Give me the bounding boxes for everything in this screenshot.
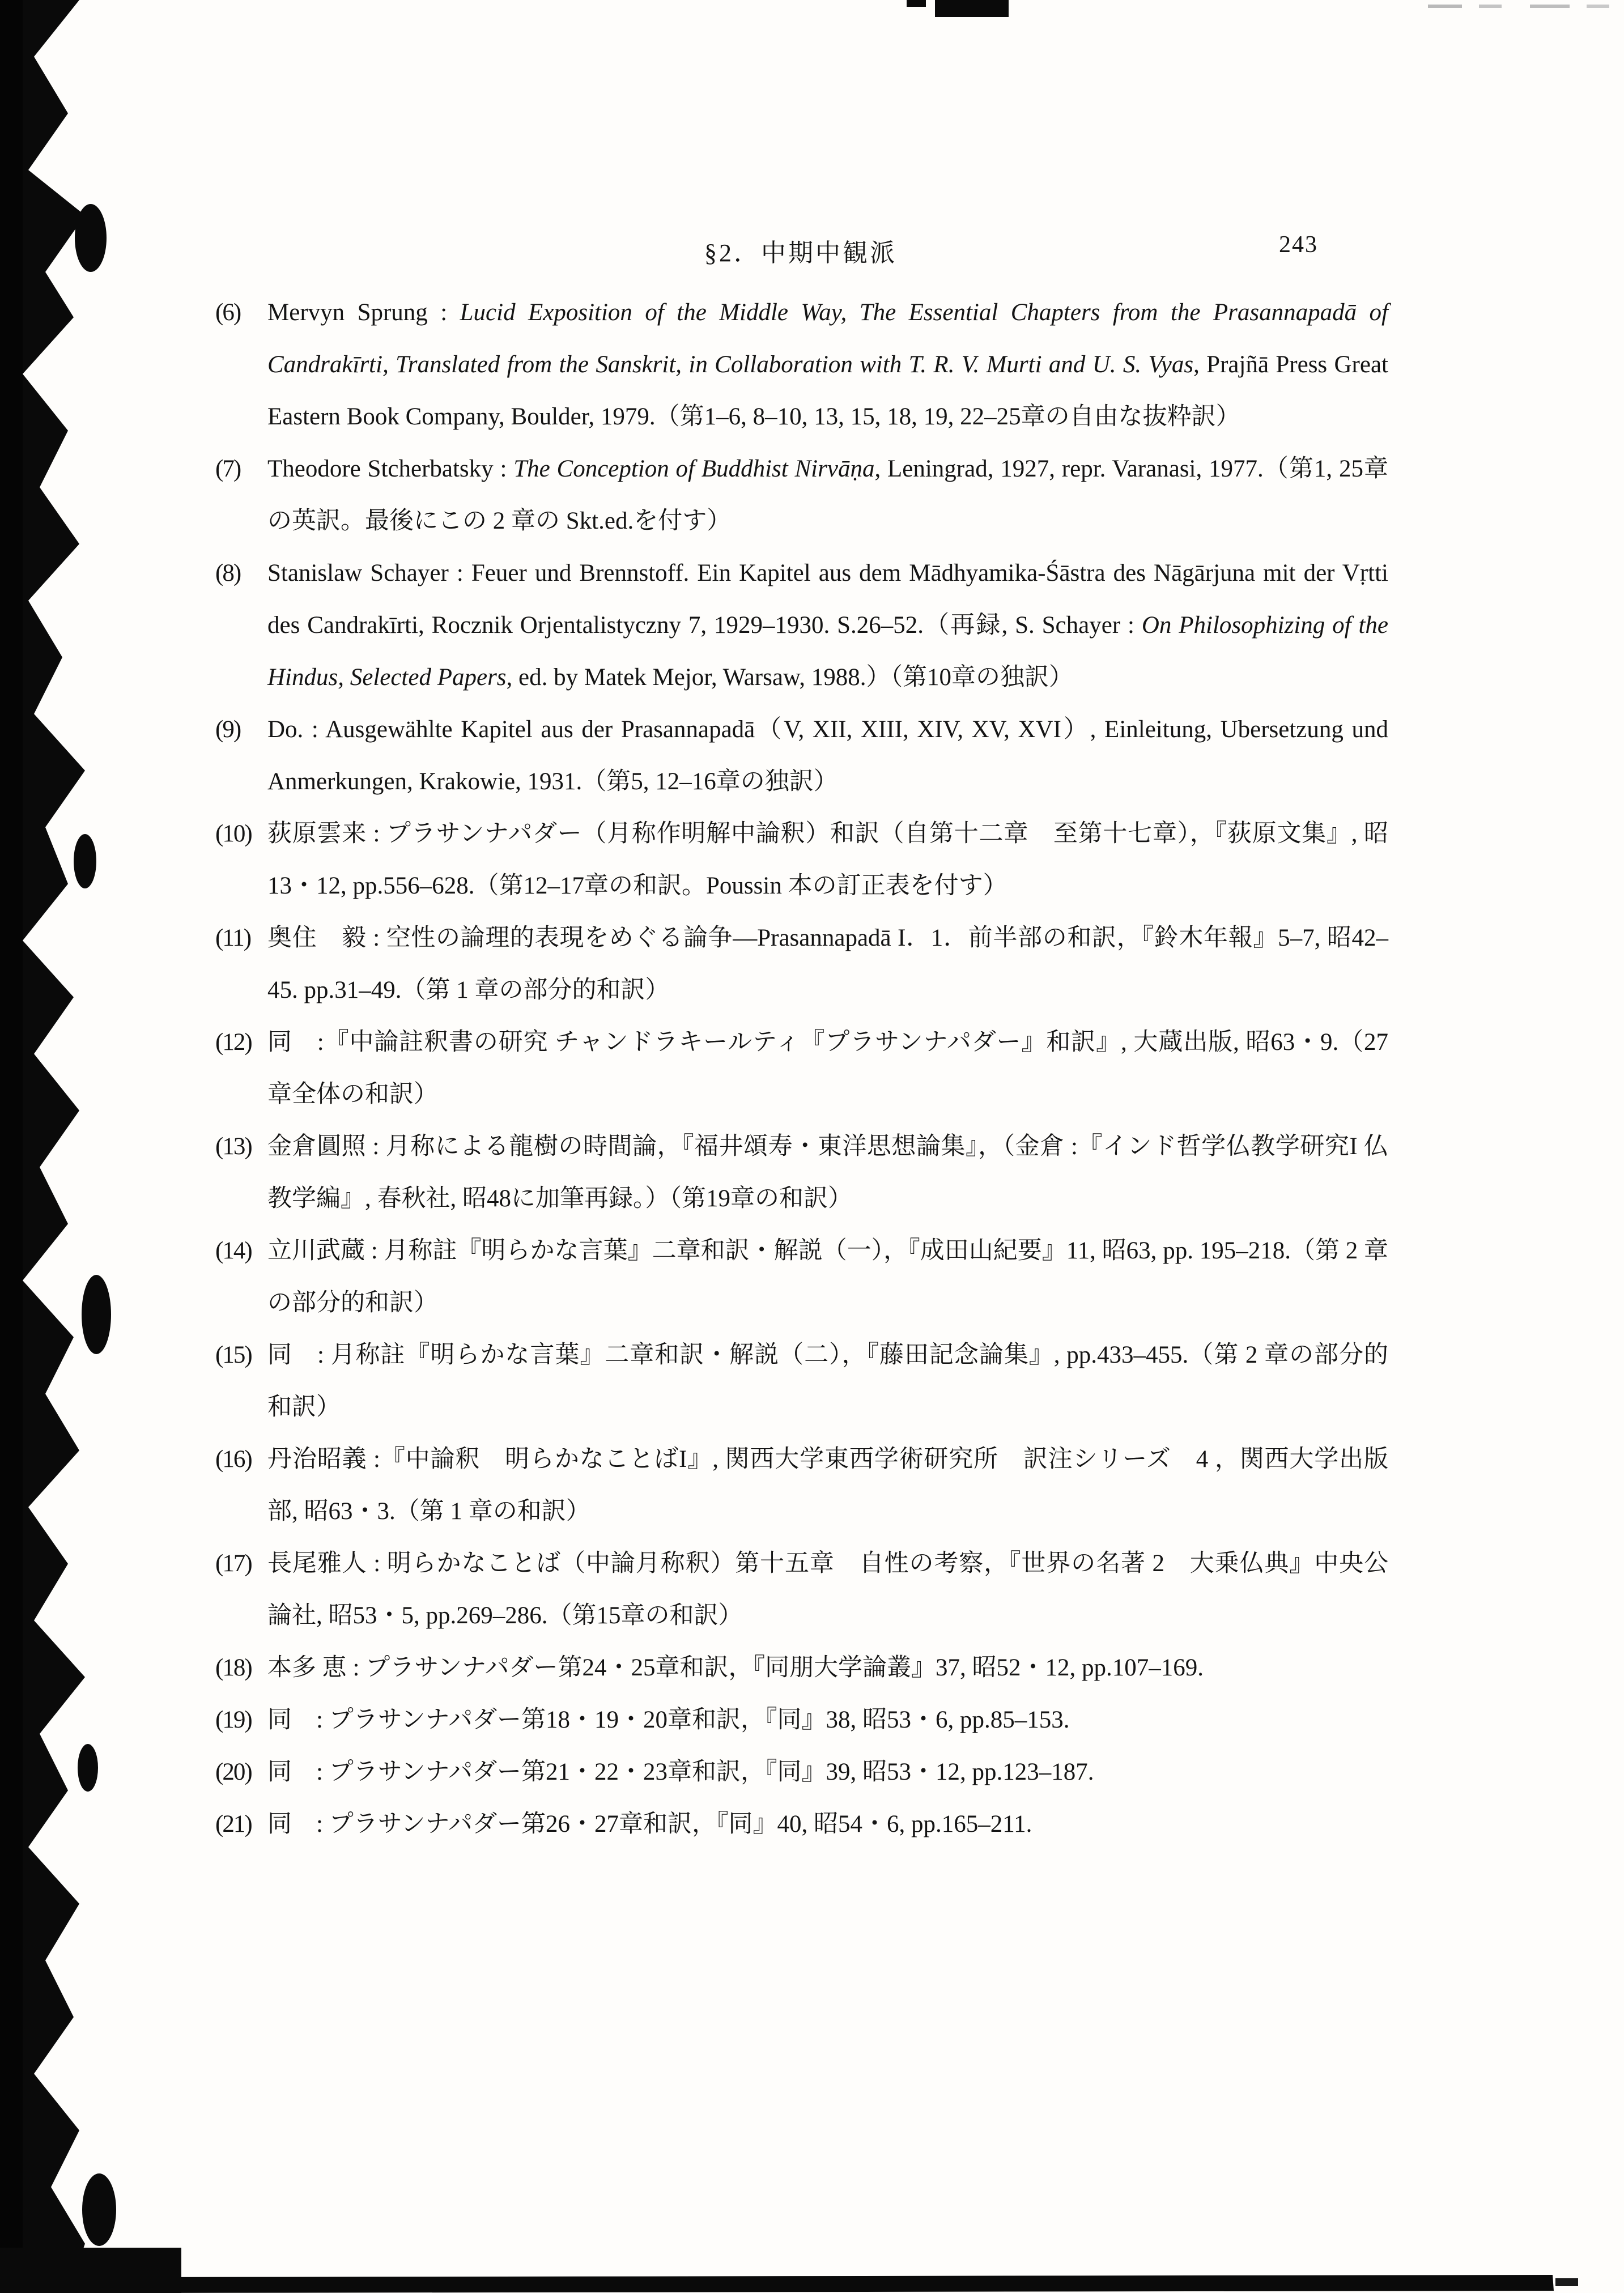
entry-text-segment: Mervyn Sprung :: [267, 299, 460, 326]
entry-text: [267, 1121, 1388, 1225]
bibliography-entry: [215, 1433, 1388, 1538]
entry-number: (20): [215, 1759, 252, 1785]
bibliography-entry: [215, 1329, 1388, 1433]
entry-text: [267, 808, 1388, 912]
entry-text: [267, 912, 1388, 1016]
page-header-row: [215, 228, 1386, 273]
entry-number: (19): [215, 1707, 252, 1733]
bibliography-entry: [215, 808, 1388, 912]
entry-text: [267, 1642, 1388, 1694]
entry-text-segment: 同 : プラサンナパダー第26・27章和訳，『同』40, 昭54・6, pp.165–211.: [267, 1811, 1032, 1837]
entry-text: [267, 287, 1388, 443]
entry-number: (6): [215, 299, 241, 326]
entry-text-segment: Do. : Ausgewählte Kapitel aus der Prasannapadā（V, XII, XIII, XIV, XV, XVI）, Einleitung, Ubersetzung und Anmerkungen, Krakowie, 1931.（第5, 12–16章の独訳）: [267, 716, 1388, 795]
entry-text-segment: Theodore Stcherbatsky :: [267, 456, 514, 482]
entry-number: (17): [215, 1550, 252, 1577]
entry-title-italic: The Conception of Buddhist Nirvāṇa: [513, 456, 875, 482]
entry-text-segment: , Prajñā Press Great Eastern Book Company, Boulder, 1979.（第1–6, 8–10, 13, 15, 18, 19, 22–25章の自由な抜粋訳）: [267, 351, 1388, 430]
entry-text-segment: 丹治昭義 :『中論釈 明らかなことばI』, 関西大学東西学術研究所 訳注シリーズ 4 ，関西大学出版部, 昭63・3.（第 1 章の和訳）: [267, 1446, 1388, 1525]
entry-text-segment: 長尾雅人 : 明らかなことば（中論月称釈）第十五章 自性の考察，『世界の名著 2 大乗仏典』中央公論社, 昭53・5, pp.269–286.（第15章の和訳）: [267, 1550, 1388, 1629]
entry-number: (8): [215, 560, 241, 586]
bibliography-entry: [215, 443, 1388, 547]
entry-number: (16): [215, 1446, 252, 1473]
entry-text: [267, 1016, 1388, 1121]
scan-artifact-left-band: [0, 0, 136, 2293]
section-header: §2．中期中観派: [704, 239, 897, 267]
entry-number: (7): [215, 456, 241, 482]
entry-text-segment: , Leningrad, 1927, repr. Varanasi, 1977.（第1, 25章の英訳。最後にこの 2 章の Skt.ed.を付す）: [267, 456, 1388, 534]
bibliography-entry: [215, 1016, 1388, 1121]
entry-title-italic: On Philosophizing of the Hindus, Selected Papers: [267, 612, 1388, 691]
entry-text-segment: 奥住 毅 : 空性の論理的表現をめぐる論争―Prasannapadā I．1．前半部の和訳，『鈴木年報』5–7, 昭42–45. pp.31–49.（第 1 章の部分的和訳）: [267, 925, 1388, 1003]
entry-number: (18): [215, 1654, 252, 1681]
entry-text-segment: 同 : 月称註『明らかな言葉』二章和訳・解説（二），『藤田記念論集』, pp.433–455.（第 2 章の部分的和訳）: [267, 1342, 1388, 1420]
bibliography-entry: [215, 1746, 1388, 1798]
bibliography-entry: [215, 547, 1388, 704]
entry-number: (9): [215, 716, 241, 743]
entry-number: (12): [215, 1029, 252, 1056]
entry-number: (13): [215, 1133, 252, 1160]
entry-text-segment: 同 :『中論註釈書の研究 チャンドラキールティ『プラサンナパダー』和訳』, 大蔵出版, 昭63・9.（27章全体の和訳）: [267, 1029, 1388, 1108]
page-number: 243: [1279, 232, 1318, 258]
entry-text: [267, 1746, 1388, 1798]
bibliography-entry: [215, 287, 1388, 443]
entry-text: [267, 547, 1388, 704]
entry-number: (21): [215, 1811, 252, 1837]
bibliography-entry: [215, 1121, 1388, 1225]
bibliography-entry: [215, 1642, 1388, 1694]
entry-text: [267, 1225, 1388, 1329]
entry-number: (15): [215, 1342, 252, 1368]
scan-artifact-top-marks: [0, 0, 1624, 34]
entry-text: [267, 1538, 1388, 1642]
scan-artifact-bottom-band: [0, 2236, 1624, 2293]
entry-number: (11): [215, 925, 251, 951]
entry-text: [267, 1329, 1388, 1433]
entry-text-segment: 本多 恵 : プラサンナパダー第24・25章和訳，『同朋大学論叢』37, 昭52・12, pp.107–169.: [267, 1654, 1204, 1681]
entry-text: [267, 1694, 1388, 1746]
entry-number: (14): [215, 1237, 252, 1264]
entry-text-segment: 金倉圓照 : 月称による龍樹の時間論，『福井頌寿・東洋思想論集』，（金倉 :『インド哲学仏教学研究I 仏教学編』, 春秋社, 昭48に加筆再録。）（第19章の和訳）: [267, 1133, 1388, 1212]
entry-text-segment: 立川武蔵 : 月称註『明らかな言葉』二章和訳・解説（一），『成田山紀要』11, 昭63, pp. 195–218.（第 2 章の部分的和訳）: [267, 1237, 1388, 1316]
bibliography-entry: [215, 1798, 1388, 1850]
entry-text: [267, 704, 1388, 808]
entry-text-segment: 同 : プラサンナパダー第21・22・23章和訳，『同』39, 昭53・12, pp.123–187.: [267, 1759, 1094, 1785]
entry-text-segment: 同 : プラサンナパダー第18・19・20章和訳，『同』38, 昭53・6, pp.85–153.: [267, 1707, 1070, 1733]
bibliography-list: [215, 287, 1388, 1850]
entry-number: (10): [215, 820, 252, 847]
entry-text: [267, 1433, 1388, 1538]
entry-text-segment: , ed. by Matek Mejor, Warsaw, 1988.）（第10章の独訳）: [506, 664, 1073, 691]
bibliography-entry: [215, 1694, 1388, 1746]
bibliography-entry: [215, 1538, 1388, 1642]
entry-text-segment: 荻原雲来 : プラサンナパダー（月称作明解中論釈）和訳（自第十二章 至第十七章），『荻原文集』, 昭13・12, pp.556–628.（第12–17章の和訳。Poussin 本の訂正表を付す）: [267, 820, 1388, 899]
bibliography-entry: [215, 1225, 1388, 1329]
bibliography-entry: [215, 704, 1388, 808]
entry-text: [267, 1798, 1388, 1850]
bibliography-entry: [215, 912, 1388, 1016]
entry-text: [267, 443, 1388, 547]
entry-text-segment: Stanislaw Schayer : Feuer und Brennstoff. Ein Kapitel aus dem Mādhyamika-Śāstra des Nāgārjuna mit der Vṛtti des Candrakīrti, Rocznik Orjentalistyczny 7, 1929–1930. S.26–52.（再録, S. Schayer :: [267, 560, 1388, 639]
entry-title-italic: Lucid Exposition of the Middle Way, The Essential Chapters from the Prasannapadā of Candrakīrti, Translated from the Sanskrit, in Collaboration with T. R. V. Murti and U. S. Vyas: [267, 299, 1388, 378]
